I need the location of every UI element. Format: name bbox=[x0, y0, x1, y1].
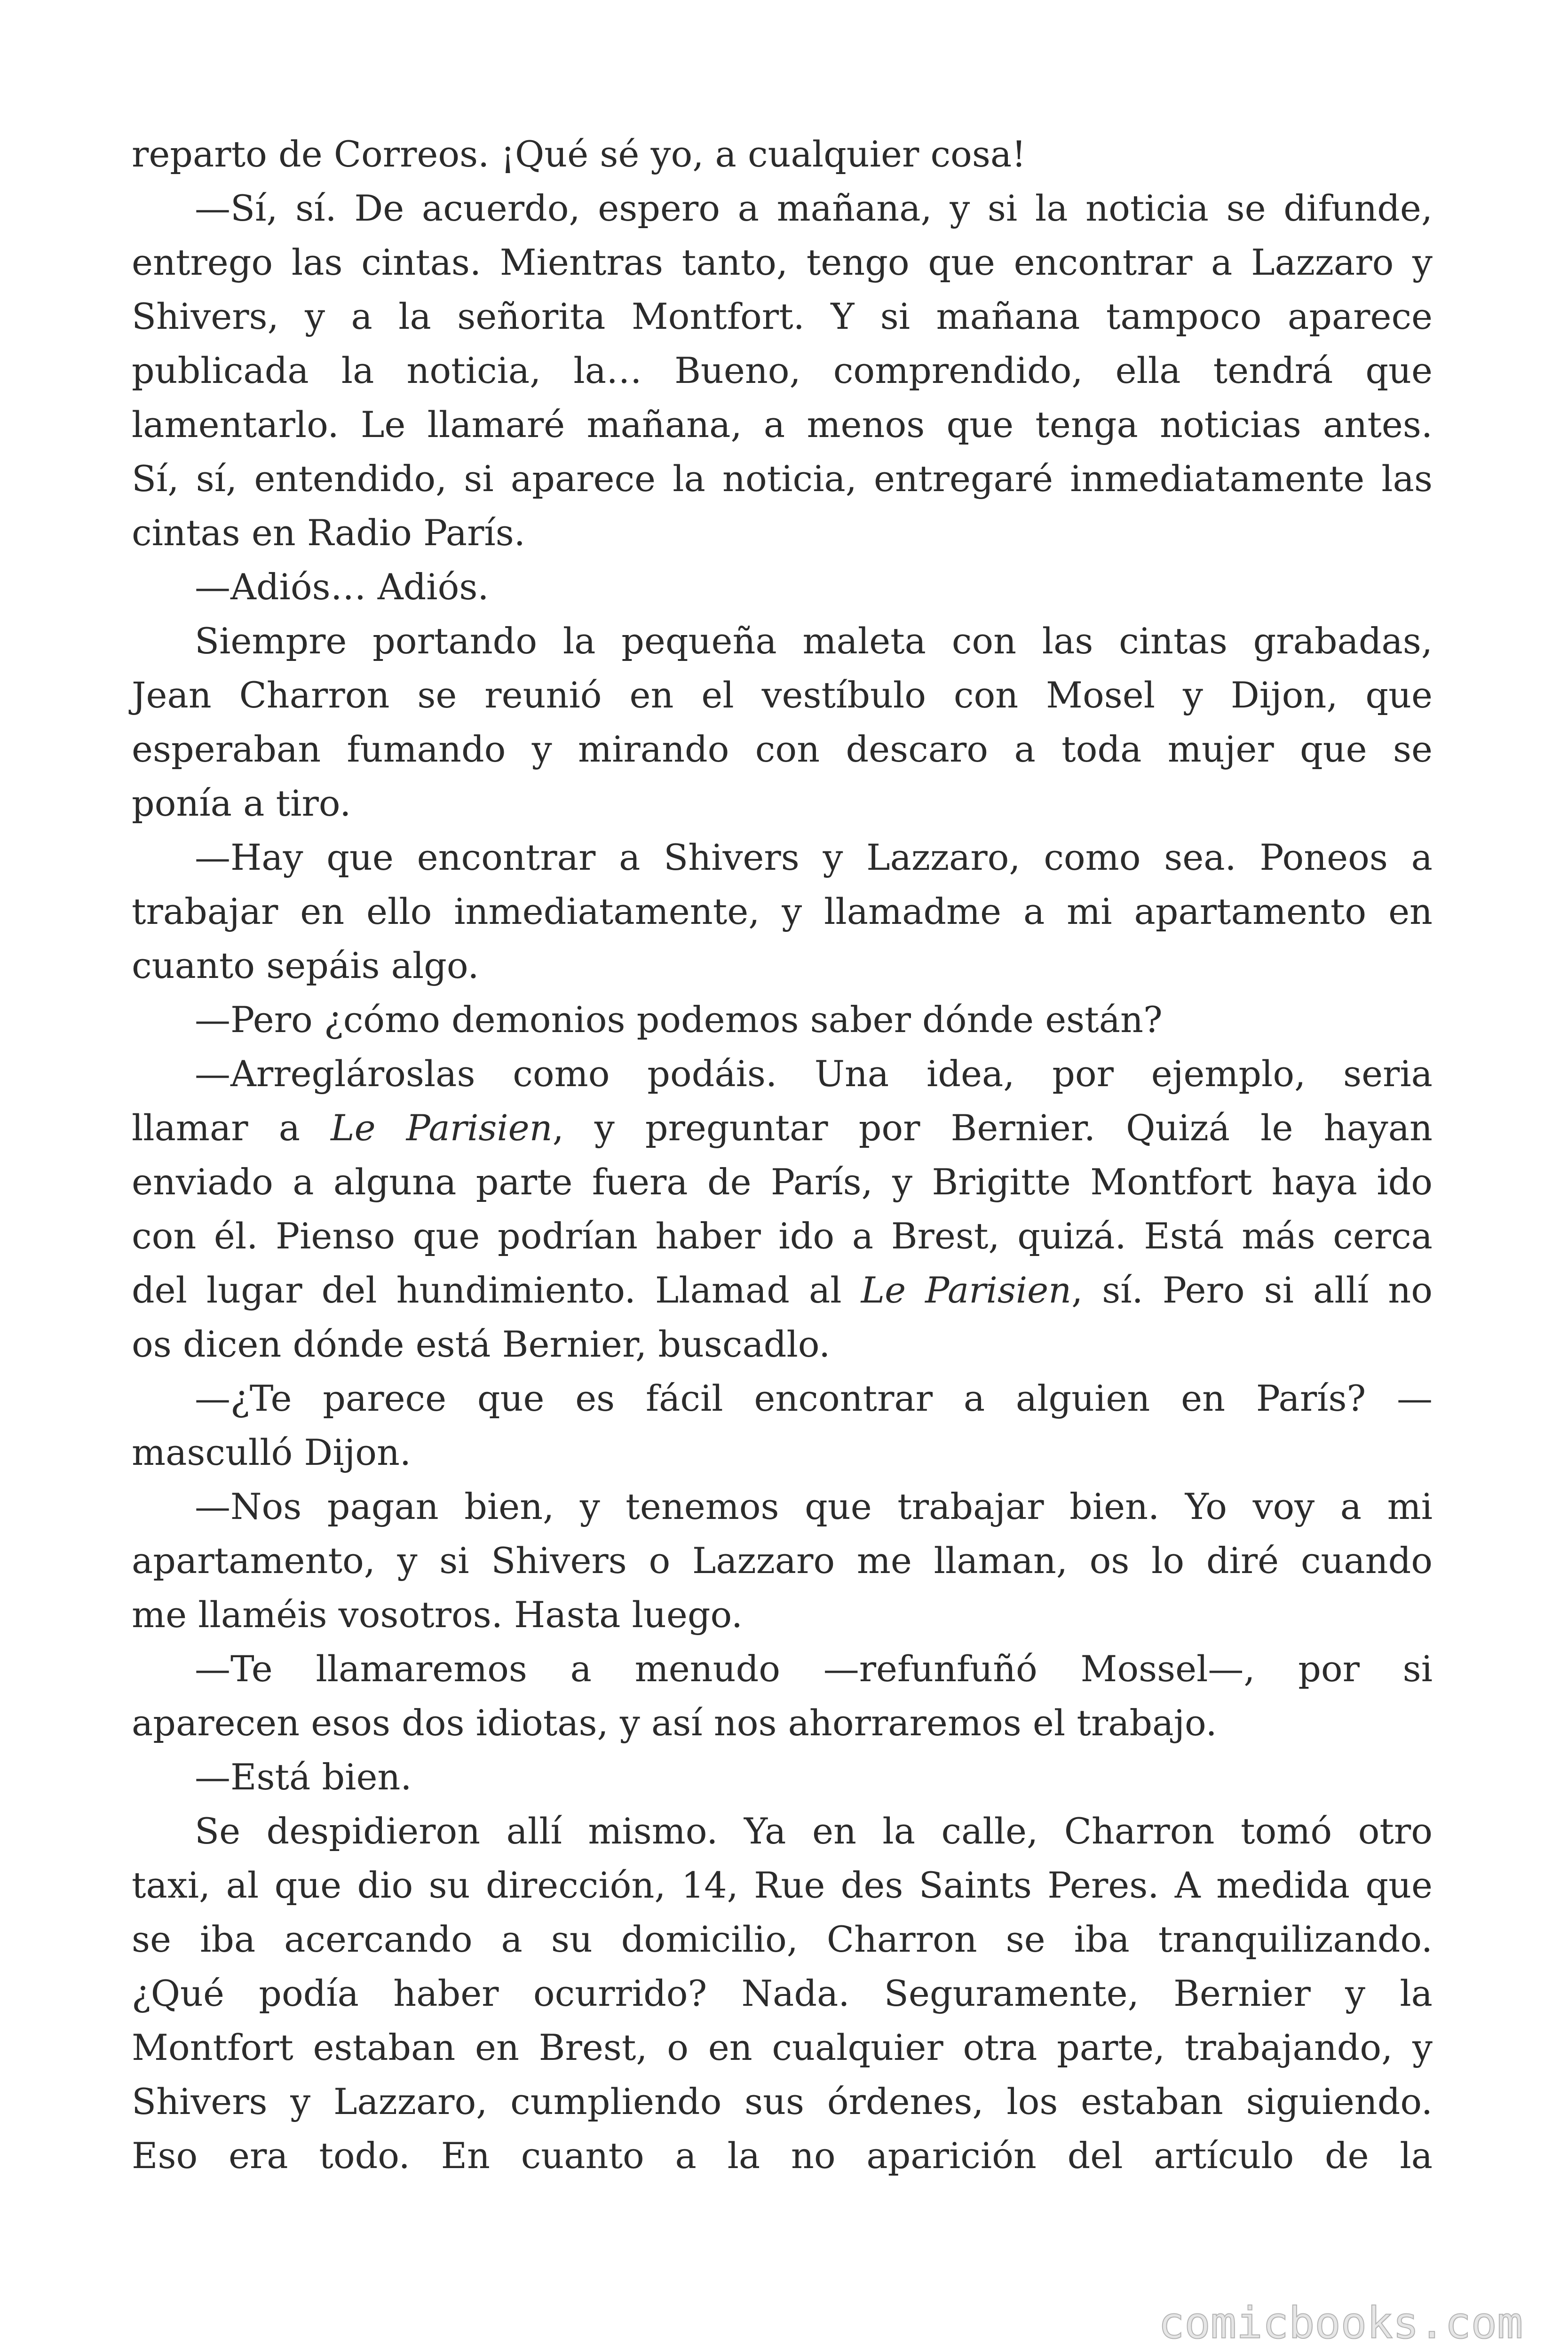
text-line: Jean Charron se reunió en el vestíbulo con Mosel y Dijon, que bbox=[132, 674, 1433, 716]
italic-title: Le Parisien bbox=[331, 1107, 553, 1149]
text-line: masculló Dijon. bbox=[132, 1431, 412, 1473]
text-line: —Está bien. bbox=[195, 1756, 412, 1798]
text-line: reparto de Correos. ¡Qué sé yo, a cualquier cosa! bbox=[132, 133, 1026, 175]
text-line: taxi, al que dio su dirección, 14, Rue des Saints Peres. A medida que bbox=[132, 1864, 1433, 1906]
text-line: —Hay que encontrar a Shivers y Lazzaro, como sea. Poneos a bbox=[195, 836, 1433, 878]
text-line: Shivers, y a la señorita Montfort. Y si mañana tampoco aparece bbox=[132, 295, 1433, 337]
text-line: apartamento, y si Shivers o Lazzaro me llaman, os lo diré cuando bbox=[132, 1540, 1433, 1581]
text-line: Siempre portando la pequeña maleta con las cintas grabadas, bbox=[195, 620, 1433, 662]
text-line: Eso era todo. En cuanto a la no aparición del artículo de la bbox=[132, 2135, 1433, 2177]
text-line bbox=[132, 1263, 1433, 1317]
page-body bbox=[132, 127, 1433, 2183]
text-line: Montfort estaban en Brest, o en cualquier otra parte, trabajando, y bbox=[132, 2026, 1433, 2068]
text-line: —¿Te parece que es fácil encontrar a alguien en París? — bbox=[195, 1377, 1433, 1419]
italic-title: Le Parisien bbox=[861, 1269, 1072, 1311]
text-line: trabajar en ello inmediatamente, y llamadme a mi apartamento en bbox=[132, 890, 1433, 932]
text-line bbox=[132, 1101, 1433, 1155]
text-run: , sí. Pero si allí no bbox=[1071, 1269, 1433, 1311]
text-line: se iba acercando a su domicilio, Charron se iba tranquilizando. bbox=[132, 1918, 1433, 1960]
text-line: cintas en Radio París. bbox=[132, 512, 525, 554]
text-line: lamentarlo. Le llamaré mañana, a menos que tenga noticias antes. bbox=[132, 404, 1433, 445]
watermark: comicbooks.com bbox=[1158, 2298, 1523, 2348]
text-line: ¿Qué podía haber ocurrido? Nada. Seguramente, Bernier y la bbox=[132, 1972, 1433, 2014]
text-line: —Pero ¿cómo demonios podemos saber dónde están? bbox=[195, 999, 1163, 1041]
text-line: cuanto sepáis algo. bbox=[132, 945, 479, 986]
text-line: Shivers y Lazzaro, cumpliendo sus órdenes, los estaban siguiendo. bbox=[132, 2081, 1433, 2122]
text-run: , y preguntar por Bernier. Quizá le hayan bbox=[552, 1107, 1433, 1149]
text-run: del lugar del hundimiento. Llamad al bbox=[132, 1269, 861, 1311]
text-line: os dicen dónde está Bernier, buscadlo. bbox=[132, 1323, 831, 1365]
text-line: —Sí, sí. De acuerdo, espero a mañana, y si la noticia se difunde, bbox=[195, 187, 1433, 229]
text-line: me llaméis vosotros. Hasta luego. bbox=[132, 1594, 743, 1636]
text-run: llamar a bbox=[132, 1107, 331, 1149]
text-line: —Arreglároslas como podáis. Una idea, por ejemplo, seria bbox=[195, 1053, 1433, 1095]
text-line: —Adiós… Adiós. bbox=[195, 566, 489, 608]
text-line: —Te llamaremos a menudo —refunfuñó Mossel—, por si bbox=[195, 1648, 1433, 1690]
text-line: enviado a alguna parte fuera de París, y Brigitte Montfort haya ido bbox=[132, 1161, 1433, 1203]
text-line: ponía a tiro. bbox=[132, 782, 351, 824]
text-line: Se despidieron allí mismo. Ya en la calle, Charron tomó otro bbox=[195, 1810, 1433, 1852]
text-line: Sí, sí, entendido, si aparece la noticia, entregaré inmediatamente las bbox=[132, 458, 1433, 500]
text-line: publicada la noticia, la… Bueno, comprendido, ella tendrá que bbox=[132, 350, 1433, 391]
text-line: aparecen esos dos idiotas, y así nos ahorraremos el trabajo. bbox=[132, 1702, 1217, 1744]
text-line: con él. Pienso que podrían haber ido a Brest, quizá. Está más cerca bbox=[132, 1215, 1433, 1257]
text-line: entrego las cintas. Mientras tanto, tengo que encontrar a Lazzaro y bbox=[132, 241, 1433, 283]
text-line: —Nos pagan bien, y tenemos que trabajar bien. Yo voy a mi bbox=[195, 1486, 1433, 1527]
text-line: esperaban fumando y mirando con descaro a toda mujer que se bbox=[132, 728, 1433, 770]
